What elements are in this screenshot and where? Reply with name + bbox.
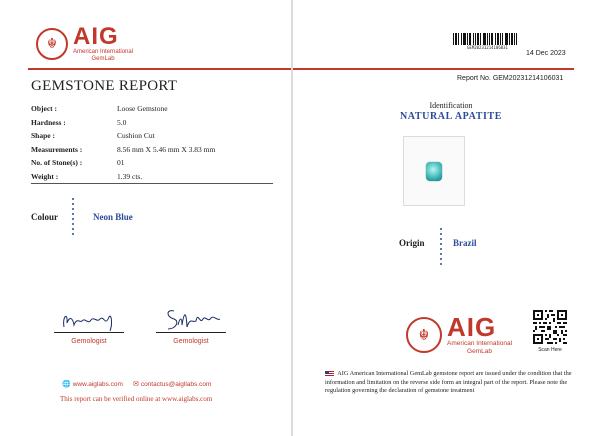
field-label: Weight : — [31, 171, 59, 181]
field-row — [31, 102, 215, 116]
brand-subtitle-1: American International — [73, 49, 134, 55]
gem-photo — [403, 136, 465, 206]
origin-dotted-divider — [440, 228, 442, 268]
report-date: 14 Dec 2023 — [526, 50, 566, 57]
field-row — [31, 143, 215, 157]
origin-label: Origin — [399, 238, 425, 248]
field-value: Cushion Cut — [117, 131, 155, 141]
field-value: 8.56 mm X 5.46 mm X 3.83 mm — [117, 144, 216, 154]
signature-line-right — [156, 332, 226, 333]
website-link[interactable]: 🌐 www.aiglabs.com — [62, 380, 123, 388]
us-flag-icon — [325, 371, 334, 377]
signature-left — [58, 305, 122, 335]
header-divider-right — [293, 68, 574, 70]
colour-label: Colour — [31, 212, 58, 222]
report-right-panel — [293, 0, 600, 436]
aig-emblem-icon: ☬ — [406, 317, 442, 353]
gemstone-image — [426, 162, 442, 181]
signature-right — [160, 303, 224, 335]
report-left-panel — [0, 0, 292, 436]
colour-value: Neon Blue — [93, 212, 133, 222]
qr-caption: Scan Here — [538, 347, 562, 353]
signature-caption-left: Gemologist — [71, 338, 107, 345]
aig-logo-bottom — [406, 314, 512, 355]
field-label: Measurements : — [31, 144, 83, 154]
envelope-icon: ✉ — [132, 380, 139, 388]
field-value: 01 — [117, 158, 125, 168]
report-title: GEMSTONE REPORT — [31, 78, 178, 94]
email-link[interactable]: ✉ contactus@aigllabs.com — [132, 380, 212, 388]
colour-dotted-divider — [72, 198, 74, 238]
identification-value: NATURAL APATITE — [399, 111, 503, 122]
fields-divider — [31, 183, 273, 184]
field-label: Shape : — [31, 131, 55, 141]
signature-line-left — [54, 332, 124, 333]
field-value: 1.39 cts. — [117, 171, 143, 181]
brand-subtitle-2: GemLab — [91, 56, 115, 62]
field-row — [31, 129, 215, 143]
signature-caption-right: Gemologist — [173, 338, 209, 345]
report-number: Report No. GEM20231214106031 — [457, 75, 564, 82]
field-label: Object : — [31, 104, 58, 114]
barcode — [453, 33, 522, 45]
brand-name: AIG — [73, 23, 119, 50]
field-row — [31, 156, 215, 170]
brand-name: AIG — [447, 312, 497, 342]
gem-fields — [31, 102, 215, 183]
field-label: No. of Stone(s) : — [31, 158, 83, 168]
origin-value: Brazil — [453, 238, 477, 248]
footer-contacts — [62, 380, 211, 388]
field-value: 5.0 — [117, 117, 127, 127]
disclaimer: AIG American International GemLab gemstone report are issued under the condition that the information and limitation on the reverse side form an integral part of the report. Please note the regulation governing the declaration of gemstone treatment — [325, 370, 572, 394]
field-row — [31, 116, 215, 130]
header-divider — [28, 68, 292, 70]
aig-emblem-icon: ☬ — [36, 28, 68, 60]
brand-subtitle-2: GemLab — [467, 347, 492, 355]
aig-logo — [36, 25, 133, 63]
barcode-number: GEM20231214106031 — [467, 45, 508, 50]
verify-note: This report can be verified online at www.aiglabs.com — [60, 395, 213, 403]
field-row — [31, 170, 215, 184]
globe-icon: 🌐 — [62, 380, 71, 388]
identification-label: Identification — [429, 101, 473, 110]
qr-code[interactable] — [533, 310, 567, 344]
field-value: Loose Gemstone — [117, 104, 168, 114]
brand-subtitle-1: American International — [447, 340, 513, 347]
field-label: Hardness : — [31, 117, 66, 127]
